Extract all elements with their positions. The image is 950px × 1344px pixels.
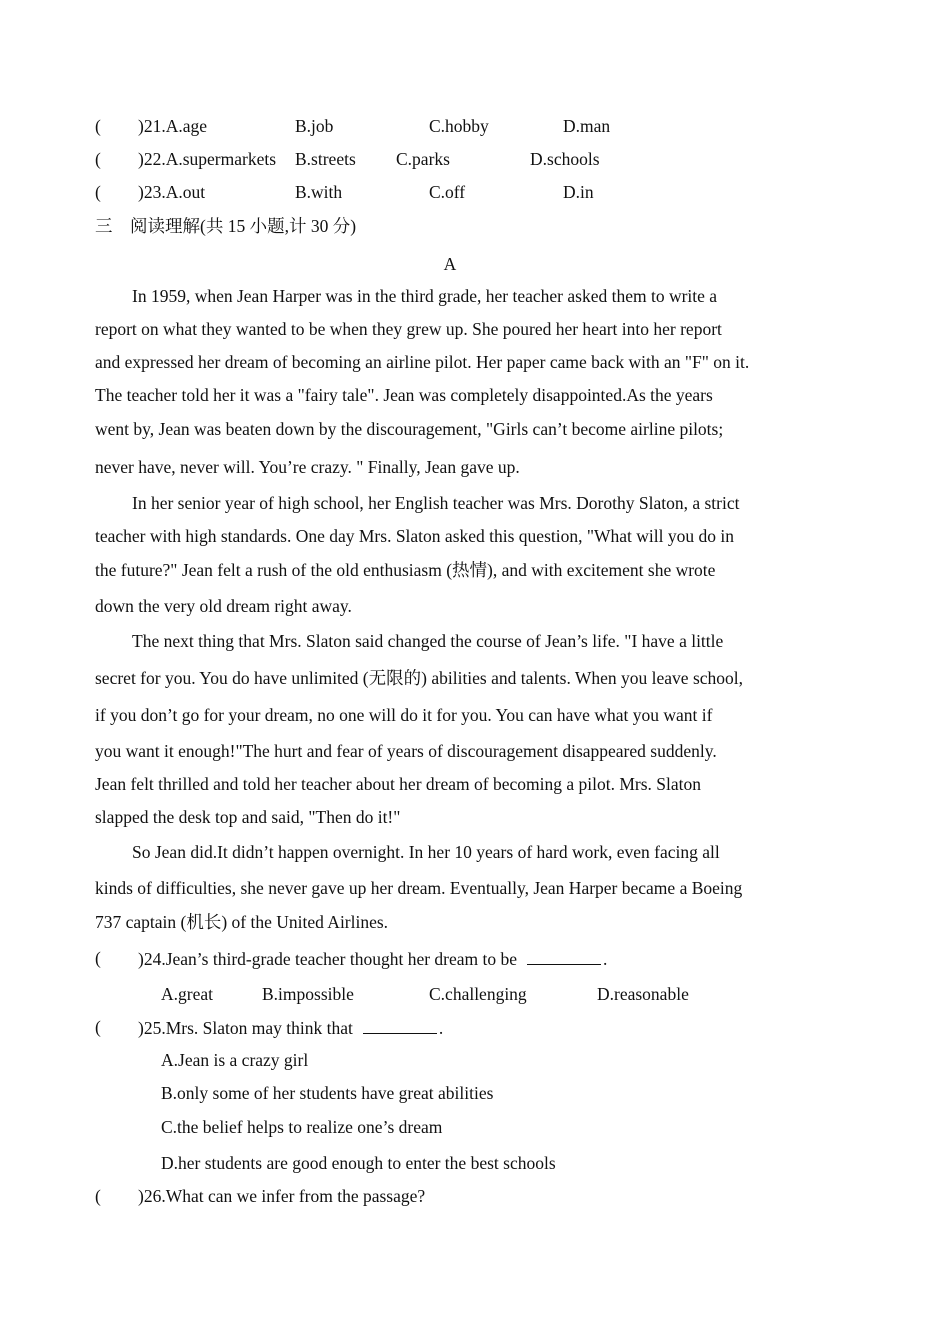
paragraph-line: So Jean did.It didn’t happen overnight. In her 10 years of hard work, even facing all (132, 842, 720, 862)
paragraph-line: and expressed her dream of becoming an airline pilot. Her paper came back with an "F" on it. (95, 352, 750, 372)
option-a: )21.A.age (138, 116, 208, 136)
option-b: B.only some of her students have great abilities (161, 1083, 494, 1103)
option-d: D.schools (530, 149, 600, 169)
option-c: C.hobby (429, 116, 489, 136)
question-stem-text: )25.Mrs. Slaton may think that (138, 1018, 353, 1038)
option-d: D.in (563, 182, 594, 202)
paragraph-line: slapped the desk top and said, "Then do it!" (95, 807, 401, 827)
question-stem-end: . (603, 949, 608, 969)
answer-blank (363, 1017, 437, 1034)
option-b: B.job (295, 116, 334, 136)
section-title: 三 阅读理解(共 15 小题,计 30 分) (95, 216, 357, 236)
question-stem: )26.What can we infer from the passage? (138, 1186, 426, 1206)
option-c: C.challenging (429, 984, 527, 1004)
option-d: D.her students are good enough to enter the best schools (161, 1153, 556, 1173)
paragraph-line: never have, never will. You’re crazy. " Finally, Jean gave up. (95, 457, 520, 477)
paragraph-line: kinds of difficulties, she never gave up her dream. Eventually, Jean Harper became a Boeing (95, 878, 743, 898)
paragraph-line: 737 captain (机长) of the United Airlines. (95, 912, 389, 932)
option-d: D.reasonable (597, 984, 689, 1004)
paragraph-line: Jean felt thrilled and told her teacher about her dream of becoming a pilot. Mrs. Slaton (95, 774, 701, 794)
option-a: )22.A.supermarkets (138, 149, 277, 169)
question-stem-text: )24.Jean’s third-grade teacher thought her dream to be (138, 949, 518, 969)
question-stem (138, 948, 607, 970)
option-c: C.off (429, 182, 466, 202)
paragraph-line: secret for you. You do have unlimited (无限的) abilities and talents. When you leave school, (95, 668, 744, 688)
answer-paren: ( (95, 116, 101, 136)
answer-paren: ( (95, 1186, 101, 1206)
option-b: B.with (295, 182, 343, 202)
paragraph-line: In her senior year of high school, her English teacher was Mrs. Dorothy Slaton, a strict (132, 493, 740, 513)
option-c: C.the belief helps to realize one’s dream (161, 1117, 443, 1137)
option-d: D.man (563, 116, 611, 136)
paragraph-line: The next thing that Mrs. Slaton said changed the course of Jean’s life. "I have a little (132, 631, 724, 651)
answer-paren: ( (95, 182, 101, 202)
answer-blank (527, 948, 601, 965)
paragraph-line: In 1959, when Jean Harper was in the third grade, her teacher asked them to write a (132, 286, 718, 306)
question-stem (138, 1017, 443, 1039)
paragraph-line: The teacher told her it was a "fairy tale". Jean was completely disappointed.As the years (95, 385, 713, 405)
answer-paren: ( (95, 1017, 101, 1037)
question-stem-end: . (438, 1018, 444, 1038)
answer-paren: ( (95, 948, 101, 968)
paragraph-line: the future?" Jean felt a rush of the old enthusiasm (热情), and with excitement she wrote (95, 560, 716, 580)
option-a: A.great (161, 984, 213, 1004)
paragraph-line: down the very old dream right away. (95, 596, 352, 616)
paragraph-line: if you don’t go for your dream, no one will do it for you. You can have what you want if (95, 705, 713, 725)
option-a: )23.A.out (138, 182, 206, 202)
paragraph-line: went by, Jean was beaten down by the discouragement, "Girls can’t become airline pilots; (95, 419, 724, 439)
answer-paren: ( (95, 149, 101, 169)
option-b: B.streets (295, 149, 356, 169)
option-c: C.parks (396, 149, 450, 169)
paragraph-line: you want it enough!"The hurt and fear of years of discouragement disappeared suddenly. (95, 741, 717, 761)
option-b: B.impossible (262, 984, 354, 1004)
paragraph-line: teacher with high standards. One day Mrs. Slaton asked this question, "What will you do in (95, 526, 734, 546)
paragraph-line: report on what they wanted to be when they grew up. She poured her heart into her report (95, 319, 722, 339)
passage-label: A (443, 254, 457, 274)
option-a: A.Jean is a crazy girl (161, 1050, 309, 1070)
